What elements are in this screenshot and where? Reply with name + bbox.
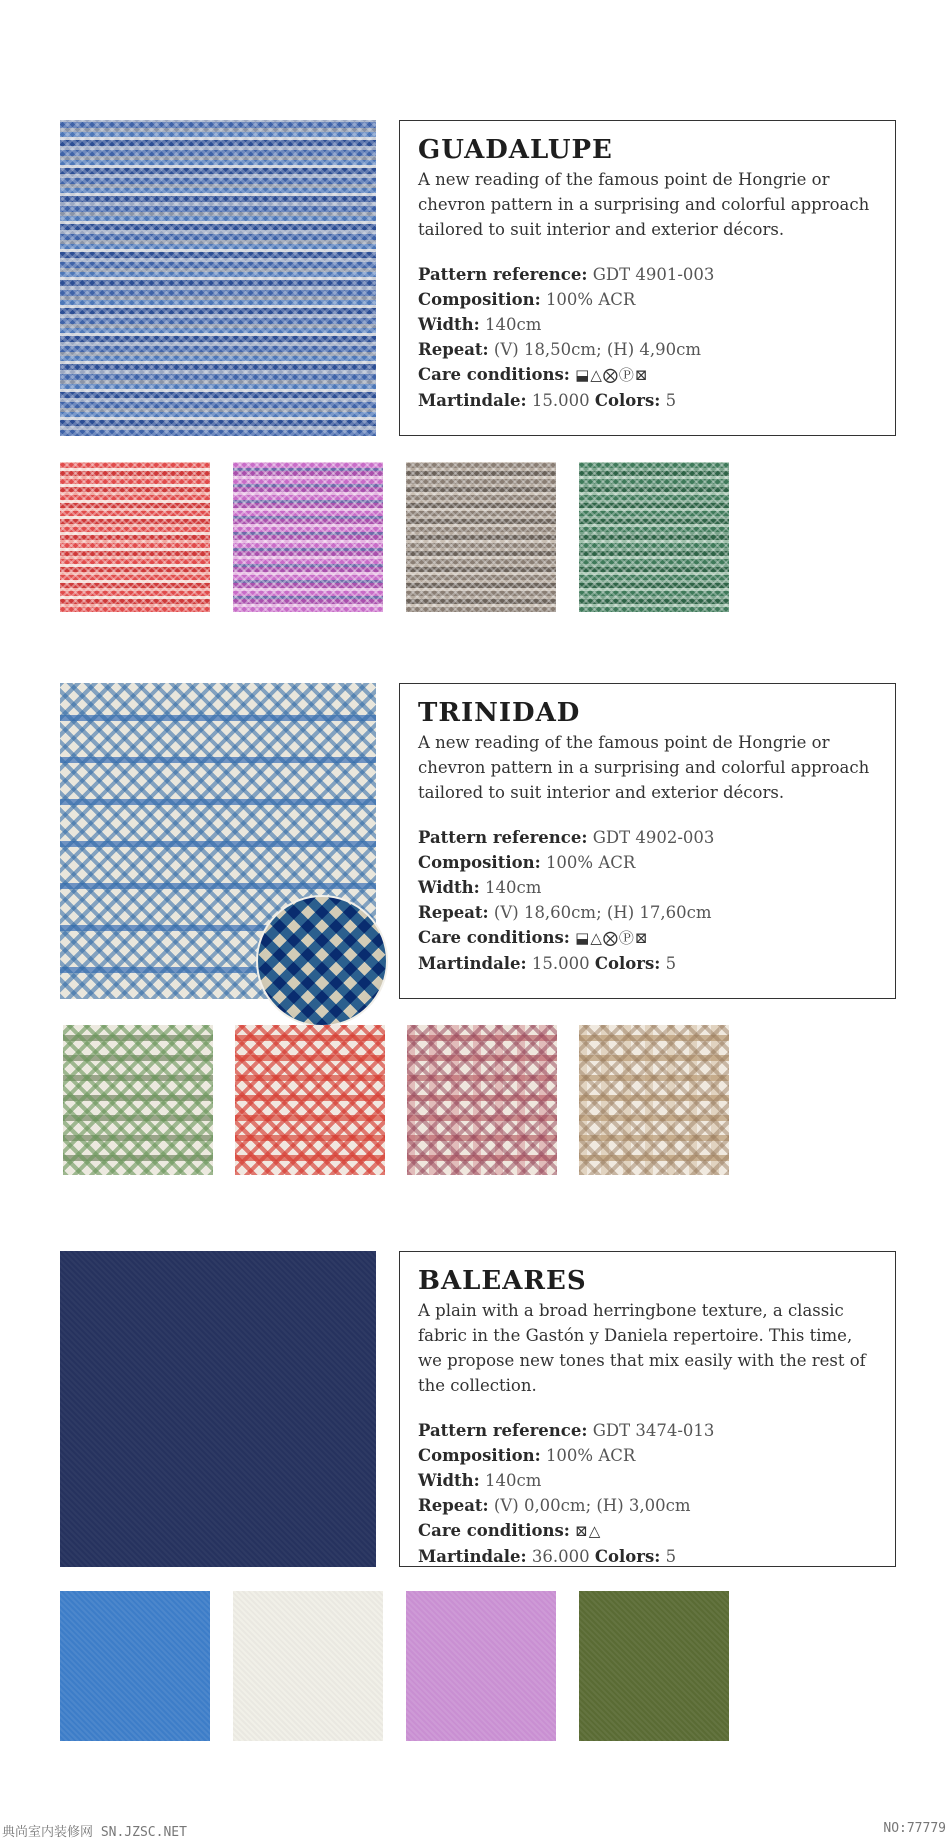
- spec-list: [418, 825, 877, 976]
- spec-composition: Composition: 100% ACR: [418, 290, 636, 309]
- product-description: A new reading of the famous point de Hongrie or chevron pattern in a surprising and colorful approach tailored to suit interior and exterior décors.: [418, 170, 870, 239]
- product-info-box: [399, 683, 896, 999]
- watermark-footer: [0, 1819, 950, 1839]
- spec-care-conditions: Care conditions: ⬓△⨂Ⓟ⊠: [418, 928, 649, 947]
- spec-repeat: Repeat: (V) 0,00cm; (H) 3,00cm: [418, 1496, 691, 1515]
- spec-width: Width: 140cm: [418, 315, 542, 334]
- spec-width: Width: 140cm: [418, 1471, 542, 1490]
- spec-repeat: Repeat: (V) 18,60cm; (H) 17,60cm: [418, 903, 712, 922]
- fabric-main-swatch: [60, 1251, 376, 1567]
- color-variant-swatch[interactable]: [579, 1591, 729, 1741]
- spec-list: [418, 262, 877, 413]
- pattern-closeup-icon: [256, 895, 388, 1027]
- spec-pattern-reference: Pattern reference: GDT 4902-003: [418, 828, 715, 847]
- spec-width: Width: 140cm: [418, 878, 542, 897]
- product-description: A plain with a broad herringbone texture, a classic fabric in the Gastón y Daniela repertoire. This time, we propose new tones that mix easily with the rest of the collection.: [418, 1301, 866, 1395]
- spec-composition: Composition: 100% ACR: [418, 853, 636, 872]
- spec-martindale-colors: Martindale: 36.000 Colors: 5: [418, 1547, 677, 1566]
- color-variant-swatch[interactable]: [233, 1591, 383, 1741]
- product-info-box: [399, 120, 896, 436]
- spec-list: [418, 1418, 877, 1569]
- fabric-main-swatch: [60, 120, 376, 436]
- color-variant-swatch[interactable]: [233, 462, 383, 612]
- product-title: GUADALUPE: [418, 135, 613, 165]
- care-symbols-icon: ⊠△: [575, 1522, 602, 1540]
- product-info-box: [399, 1251, 896, 1567]
- color-variant-swatch[interactable]: [235, 1025, 385, 1175]
- color-variants-row: [60, 1025, 740, 1175]
- color-variant-swatch[interactable]: [579, 462, 729, 612]
- color-variants-row: [60, 1591, 740, 1741]
- product-title: TRINIDAD: [418, 698, 581, 728]
- spec-care-conditions: Care conditions: ⊠△: [418, 1521, 602, 1540]
- spec-pattern-reference: Pattern reference: GDT 4901-003: [418, 265, 715, 284]
- product-description: A new reading of the famous point de Hongrie or chevron pattern in a surprising and colorful approach tailored to suit interior and exterior décors.: [418, 733, 870, 802]
- spec-repeat: Repeat: (V) 18,50cm; (H) 4,90cm: [418, 340, 702, 359]
- care-symbols-icon: ⬓△⨂Ⓟ⊠: [575, 366, 649, 384]
- care-symbols-icon: ⬓△⨂Ⓟ⊠: [575, 929, 649, 947]
- spec-care-conditions: Care conditions: ⬓△⨂Ⓟ⊠: [418, 365, 649, 384]
- color-variant-swatch[interactable]: [406, 1591, 556, 1741]
- color-variants-row: [60, 462, 740, 612]
- color-variant-swatch[interactable]: [407, 1025, 557, 1175]
- color-variant-swatch[interactable]: [579, 1025, 729, 1175]
- spec-pattern-reference: Pattern reference: GDT 3474-013: [418, 1421, 715, 1440]
- color-variant-swatch[interactable]: [60, 462, 210, 612]
- spec-martindale-colors: Martindale: 15.000 Colors: 5: [418, 954, 677, 973]
- color-variant-swatch[interactable]: [63, 1025, 213, 1175]
- color-variant-swatch[interactable]: [406, 462, 556, 612]
- spec-martindale-colors: Martindale: 15.000 Colors: 5: [418, 391, 677, 410]
- product-title: BALEARES: [418, 1266, 587, 1296]
- watermark-site: 典尚室内装修网 SN.JZSC.NET: [2, 1825, 187, 1840]
- color-variant-swatch[interactable]: [60, 1591, 210, 1741]
- spec-composition: Composition: 100% ACR: [418, 1446, 636, 1465]
- watermark-number: NO:77779: [883, 1821, 946, 1836]
